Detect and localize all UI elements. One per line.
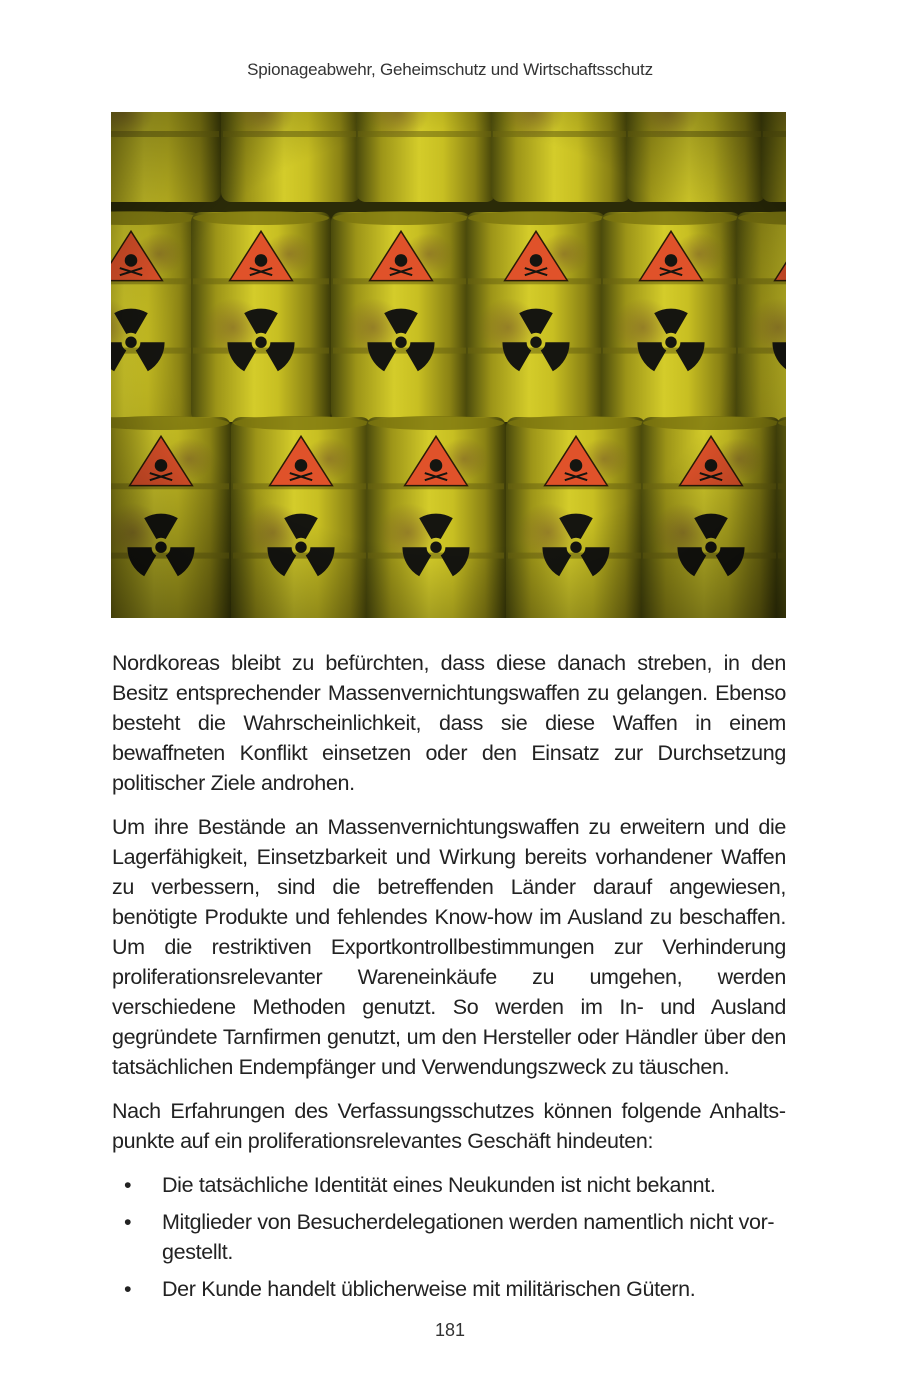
barrels-illustration [111,112,786,618]
radioactive-barrels-photo [111,112,786,618]
list-item [112,1170,786,1200]
list-item [112,1274,786,1304]
body-text [112,648,786,1311]
page-number: 181 [434,1320,466,1340]
paragraph-1: Nordkoreas bleibt zu befürchten, dass diese danach streben, in den Besitz entsprechender Massenvernichtungswaffen zu gelangen. Ebenso besteht die Wahrscheinlichkeit, dass sie diese Waffen in einem bewaffneten Konflikt einsetzen oder den Einsatz zur Durchsetzung politischer Ziele androhen. [112,651,786,795]
paragraph-3: Nach Erfahrungen des Verfassungsschutzes können folgende Anhaltspunkte auf ein proliferationsrelevantes Geschäft hindeuten: [112,1099,786,1153]
bullet-icon: • [124,1277,132,1301]
list-item-text: Mitglieder von Besucherdelegationen werden namentlich nicht vorgestellt. [162,1210,775,1264]
paragraph-2: Um ihre Bestände an Massenvernichtungswaffen zu erweitern und die Lagerfähigkeit, Einsetzbarkeit und Wirkung bereits vorhandener Waffen zu verbessern, sind die betreffenden Länder darauf angewiesen, benötigte Produkte und fehlendes Know-how im Ausland zu beschaffen. Um die restriktiven Exportkontrollbestimmungen zur Verhinderung proliferationsrelevanter Wareneinkäufe zu umgehen, werden verschiedene Methoden genutzt. So werden im In- und Ausland gegründete Tarnfirmen genutzt, um den Hersteller oder Händler über den tatsächlichen Endempfänger und Verwendungszweck zu täuschen. [112,815,786,1079]
bullet-icon: • [124,1173,132,1197]
list-item-text: Der Kunde handelt üblicherweise mit militärischen Gütern. [162,1277,696,1301]
running-header: Spionageabwehr, Geheimschutz und Wirtschaftsschutz [247,60,653,79]
bullet-icon: • [124,1210,132,1234]
list-item [112,1207,786,1267]
list-item-text: Die tatsächliche Identität eines Neukunden ist nicht bekannt. [162,1173,716,1197]
indicator-list [112,1170,786,1304]
